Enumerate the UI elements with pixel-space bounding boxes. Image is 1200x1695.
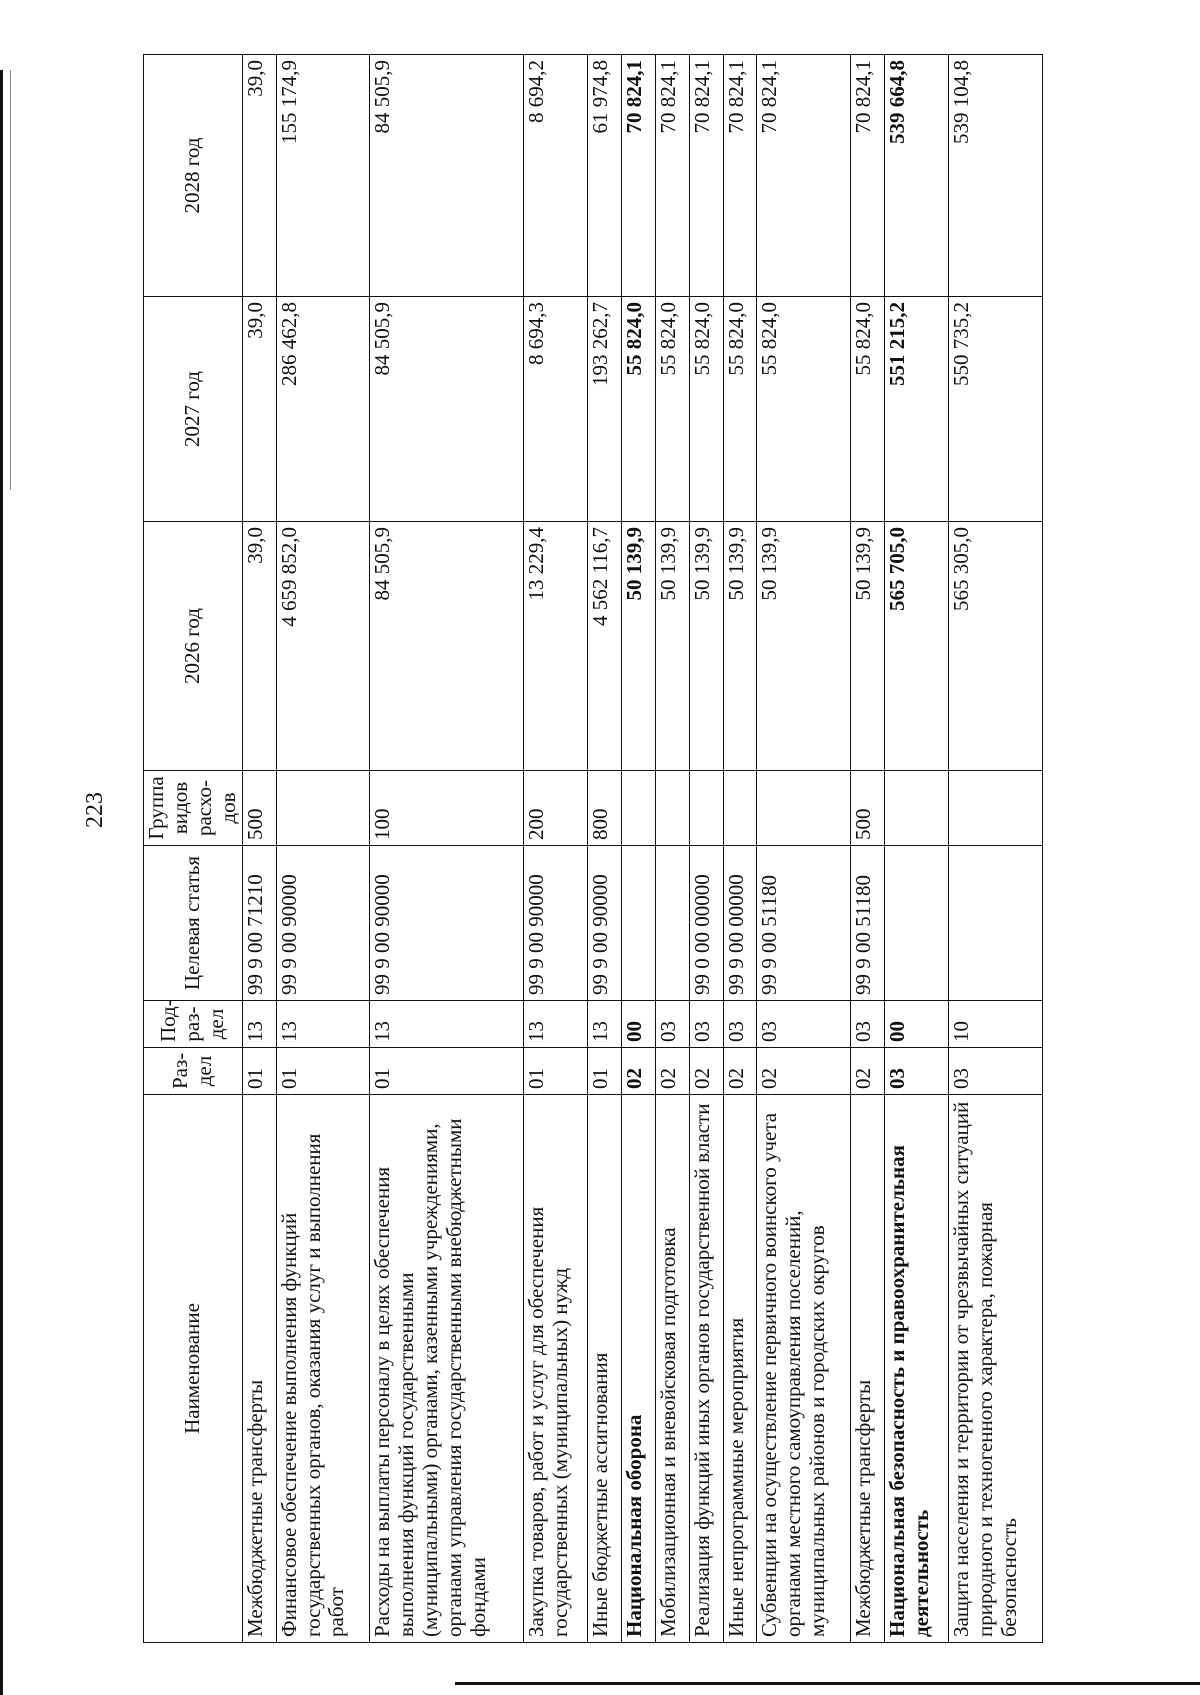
cell-razdel: 01	[242, 1048, 276, 1095]
cell-name: Национальная безопасность и правоохранительная деятельность	[885, 1095, 949, 1643]
cell-target-article: 99 0 00 00000	[689, 846, 723, 1001]
rotated-table-wrapper	[143, 55, 1043, 1643]
cell-2027: 39,0	[242, 297, 276, 522]
table-row	[948, 55, 1042, 1643]
table-row	[242, 55, 276, 1643]
cell-razdel: 03	[885, 1048, 949, 1095]
cell-target-article	[655, 846, 689, 1001]
cell-razdel: 01	[370, 1048, 524, 1095]
cell-2028: 84 505,9	[370, 55, 524, 297]
cell-podrazdel: 13	[588, 1001, 622, 1048]
cell-razdel: 01	[588, 1048, 622, 1095]
table-row	[370, 55, 524, 1643]
table-row	[757, 55, 851, 1643]
cell-target-article: 99 9 00 90000	[588, 846, 622, 1001]
cell-expense-group	[723, 771, 757, 846]
cell-2027: 84 505,9	[370, 297, 524, 522]
cell-name: Иные непрограммные мероприятия	[723, 1095, 757, 1643]
cell-2027: 551 215,2	[885, 297, 949, 522]
cell-2027: 193 262,7	[588, 297, 622, 522]
table-row	[588, 55, 622, 1643]
cell-podrazdel: 03	[723, 1001, 757, 1048]
cell-2028: 70 824,1	[655, 55, 689, 297]
cell-2028: 39,0	[242, 55, 276, 297]
cell-razdel: 02	[655, 1048, 689, 1095]
table-body	[242, 55, 1042, 1643]
table-row	[622, 55, 656, 1643]
header-razdel: Раз-дел	[144, 1048, 243, 1095]
table-row	[524, 55, 588, 1643]
cell-2028: 155 174,9	[276, 55, 370, 297]
cell-target-article	[622, 846, 656, 1001]
cell-razdel: 01	[524, 1048, 588, 1095]
cell-podrazdel: 03	[689, 1001, 723, 1048]
cell-2026: 50 139,9	[689, 522, 723, 771]
cell-target-article: 99 9 00 00000	[723, 846, 757, 1001]
cell-target-article	[885, 846, 949, 1001]
header-2028: 2028 год	[144, 55, 243, 297]
cell-podrazdel: 00	[622, 1001, 656, 1048]
cell-2026: 50 139,9	[723, 522, 757, 771]
cell-2026: 4 562 116,7	[588, 522, 622, 771]
scan-edge-left	[0, 70, 3, 1695]
cell-2028: 70 824,1	[723, 55, 757, 297]
cell-target-article: 99 9 00 90000	[276, 846, 370, 1001]
header-expense-group: Группа видов расхо-дов	[144, 771, 243, 846]
cell-2027: 55 824,0	[622, 297, 656, 522]
header-target-article: Целевая статья	[144, 846, 243, 1001]
cell-2026: 39,0	[242, 522, 276, 771]
cell-podrazdel: 03	[851, 1001, 885, 1048]
scan-edge-left-thin	[10, 70, 11, 490]
cell-expense-group: 100	[370, 771, 524, 846]
cell-target-article: 99 9 00 90000	[370, 846, 524, 1001]
header-2027: 2027 год	[144, 297, 243, 522]
cell-expense-group	[885, 771, 949, 846]
cell-name: Финансовое обеспечение выполнения функций государственных органов, оказания услуг и выполнения работ	[276, 1095, 370, 1643]
cell-2027: 55 824,0	[851, 297, 885, 522]
cell-name: Субвенции на осуществление первичного воинского учета органами местного самоуправления поселений, муниципальных районов и городских округов	[757, 1095, 851, 1643]
cell-target-article: 99 9 00 71210	[242, 846, 276, 1001]
page-number: 223	[82, 792, 108, 828]
cell-2028: 70 824,1	[757, 55, 851, 297]
cell-expense-group: 500	[851, 771, 885, 846]
cell-expense-group	[655, 771, 689, 846]
cell-expense-group	[689, 771, 723, 846]
cell-podrazdel: 13	[524, 1001, 588, 1048]
cell-2027: 8 694,3	[524, 297, 588, 522]
table-row	[723, 55, 757, 1643]
cell-podrazdel: 10	[948, 1001, 1042, 1048]
cell-razdel: 02	[622, 1048, 656, 1095]
cell-podrazdel: 00	[885, 1001, 949, 1048]
cell-expense-group: 200	[524, 771, 588, 846]
cell-2027: 286 462,8	[276, 297, 370, 522]
cell-2026: 565 305,0	[948, 522, 1042, 771]
table-header-row	[144, 55, 243, 1643]
budget-table	[143, 54, 1043, 1643]
cell-target-article	[948, 846, 1042, 1001]
cell-name: Реализация функций иных органов государственной власти	[689, 1095, 723, 1643]
cell-expense-group	[276, 771, 370, 846]
cell-2027: 55 824,0	[723, 297, 757, 522]
cell-2028: 8 694,2	[524, 55, 588, 297]
cell-razdel: 03	[948, 1048, 1042, 1095]
cell-target-article: 99 9 00 90000	[524, 846, 588, 1001]
cell-2026: 84 505,9	[370, 522, 524, 771]
cell-name: Закупка товаров, работ и услуг для обеспечения государственных (муниципальных) нужд	[524, 1095, 588, 1643]
cell-target-article: 99 9 00 51180	[851, 846, 885, 1001]
cell-expense-group: 800	[588, 771, 622, 846]
scan-edge-bottom	[455, 1682, 1200, 1685]
cell-2026: 50 139,9	[757, 522, 851, 771]
cell-2027: 550 735,2	[948, 297, 1042, 522]
cell-expense-group	[948, 771, 1042, 846]
table-row	[885, 55, 949, 1643]
cell-razdel: 02	[757, 1048, 851, 1095]
cell-razdel: 02	[851, 1048, 885, 1095]
cell-2028: 70 824,1	[689, 55, 723, 297]
cell-2026: 50 139,9	[655, 522, 689, 771]
table-row	[851, 55, 885, 1643]
cell-name: Межбюджетные трансферты	[851, 1095, 885, 1643]
cell-2028: 70 824,1	[851, 55, 885, 297]
header-2026: 2026 год	[144, 522, 243, 771]
cell-name: Иные бюджетные ассигнования	[588, 1095, 622, 1643]
cell-2026: 50 139,9	[851, 522, 885, 771]
cell-2026: 4 659 852,0	[276, 522, 370, 771]
cell-target-article: 99 9 00 51180	[757, 846, 851, 1001]
cell-razdel: 02	[689, 1048, 723, 1095]
cell-razdel: 02	[723, 1048, 757, 1095]
cell-2028: 539 104,8	[948, 55, 1042, 297]
cell-name: Межбюджетные трансферты	[242, 1095, 276, 1643]
cell-name: Защита населения и территории от чрезвычайных ситуаций природного и техногенного характера, пожарная безопасность	[948, 1095, 1042, 1643]
cell-podrazdel: 03	[655, 1001, 689, 1048]
cell-name: Мобилизационная и вневойсковая подготовка	[655, 1095, 689, 1643]
cell-2028: 539 664,8	[885, 55, 949, 297]
header-name: Наименование	[144, 1095, 243, 1643]
cell-podrazdel: 03	[757, 1001, 851, 1048]
cell-2027: 55 824,0	[689, 297, 723, 522]
cell-2026: 13 229,4	[524, 522, 588, 771]
cell-2027: 55 824,0	[757, 297, 851, 522]
cell-expense-group	[757, 771, 851, 846]
table-row	[689, 55, 723, 1643]
cell-name: Расходы на выплаты персоналу в целях обеспечения выполнения функций государственными (муниципальными) органами, казенными учреждениями, органами управления государственными внебюджетными фондами	[370, 1095, 524, 1643]
cell-2026: 50 139,9	[622, 522, 656, 771]
table-row	[655, 55, 689, 1643]
cell-podrazdel: 13	[276, 1001, 370, 1048]
cell-2028: 70 824,1	[622, 55, 656, 297]
cell-razdel: 01	[276, 1048, 370, 1095]
header-podrazdel: Под-раз-дел	[144, 1001, 243, 1048]
cell-podrazdel: 13	[242, 1001, 276, 1048]
cell-2027: 55 824,0	[655, 297, 689, 522]
cell-2028: 61 974,8	[588, 55, 622, 297]
cell-expense-group	[622, 771, 656, 846]
cell-podrazdel: 13	[370, 1001, 524, 1048]
table-row	[276, 55, 370, 1643]
cell-expense-group: 500	[242, 771, 276, 846]
cell-name: Национальная оборона	[622, 1095, 656, 1643]
cell-2026: 565 705,0	[885, 522, 949, 771]
